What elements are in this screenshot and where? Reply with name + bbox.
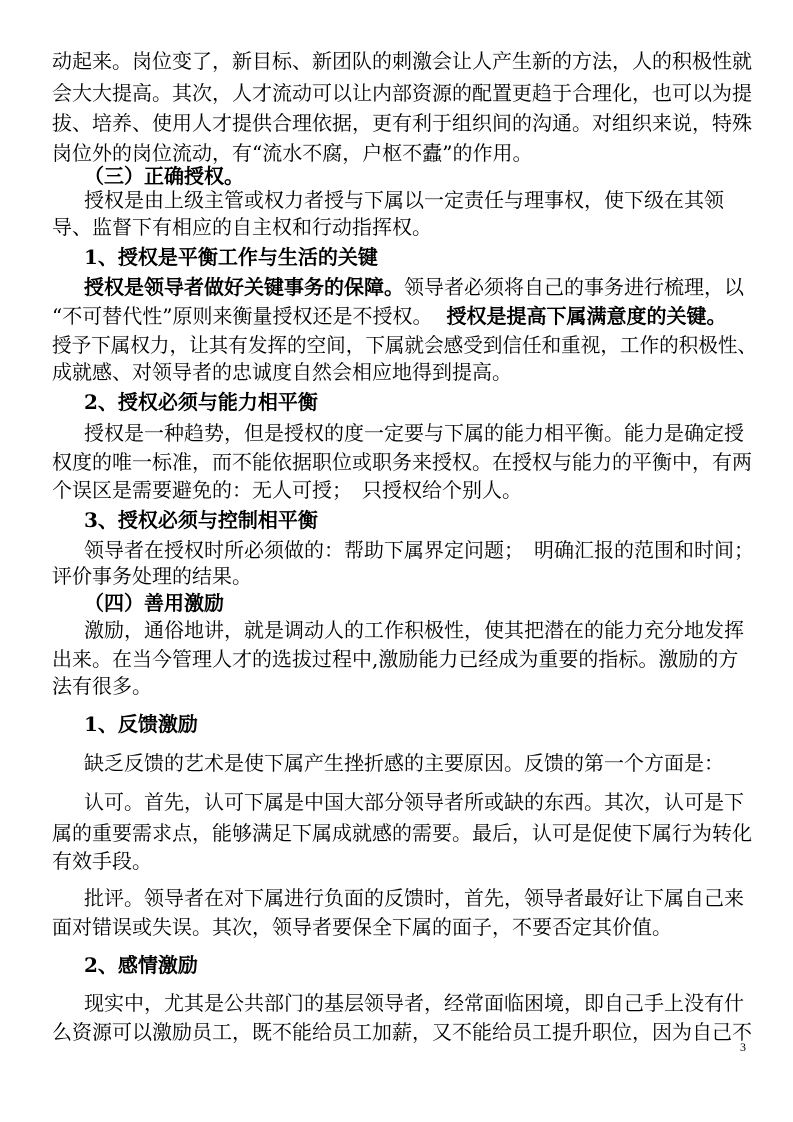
body-text-line: 授权是由上级主管或权力者授与下属以一定责任与理事权，使下级在其领: [84, 188, 724, 212]
body-text-line: 出来。在当今管理人才的选拔过程中,激励能力已经成为重要的指标。激励的方: [52, 647, 739, 671]
subsection-heading: 1、反馈激励: [84, 712, 198, 736]
inline-text: “不可替代性”原则来衡量授权还是不授权。: [52, 304, 433, 328]
body-text-line: 面对错误或失误。其次，领导者要保全下属的面子，不要否定其价值。: [52, 915, 672, 939]
body-text-line: 缺乏反馈的艺术是使下属产生挫折感的主要原因。反馈的第一个方面是：: [84, 751, 724, 775]
body-text-line: 法有很多。: [52, 674, 152, 698]
body-text-line: 激励，通俗地讲，就是调动人的工作积极性，使其把潜在的能力充分地发挥: [84, 618, 744, 642]
body-text-line: 动起来。岗位变了，新目标、新团队的刺激会让人产生新的方法，人的积极性就: [52, 49, 752, 73]
subsection-heading: 2、感情激励: [84, 953, 198, 977]
body-text-line: 成就感、对领导者的忠诚度自然会相应地得到提高。: [52, 360, 512, 384]
body-text-line: 拔、培养、使用人才提供合理依据，更有利于组织间的沟通。对组织来说，特殊: [52, 111, 752, 135]
body-text-line: 权度的唯一标准，而不能依据职位或职务来授权。在授权与能力的平衡中，有两: [52, 450, 752, 474]
body-text-line: 个误区是需要避免的：无人可授； 只授权给个别人。: [52, 478, 522, 502]
body-text-line: 属的重要需求点，能够满足下属成就感的需要。最后，认可是促使下属行为转化: [52, 821, 752, 845]
subsection-heading: 2、授权必须与能力相平衡: [84, 390, 318, 414]
body-text-line: 有效手段。: [52, 849, 152, 873]
body-text-line: 导、监督下有相应的自主权和行动指挥权。: [52, 215, 432, 239]
body-text-line: 授权是一种趋势，但是授权的度一定要与下属的能力相平衡。能力是确定授: [84, 421, 744, 445]
section-heading: （三）正确授权。: [84, 164, 244, 188]
body-text-line: 么资源可以激励员工，既不能给员工加薪，又不能给员工提升职位，因为自己不: [52, 1020, 752, 1044]
body-text-line: [84, 274, 744, 300]
body-text-line: 授予下属权力，让其有发挥的空间，下属就会感受到信任和重视，工作的积极性、: [52, 333, 757, 357]
inline-text: 领导者必须将自己的事务进行梳理，以: [404, 275, 744, 299]
body-text-line: 评价事务处理的结果。: [52, 564, 252, 588]
body-text-line: [52, 303, 726, 329]
body-text-line: 会大大提高。其次，人才流动可以让内部资源的配置更趋于合理化，也可以为提: [52, 81, 752, 105]
body-text-line: 领导者在授权时所必须做的：帮助下属界定问题； 明确汇报的范围和时间；: [84, 538, 754, 562]
subsection-heading: 3、授权必须与控制相平衡: [84, 508, 318, 532]
body-text-line: 批评。领导者在对下属进行负面的反馈时，首先，领导者最好让下属自己来: [84, 886, 744, 910]
section-heading: （四）善用激励: [84, 591, 224, 615]
bold-phrase: 授权是提高下属满意度的关键。: [446, 304, 727, 328]
page-number: 3: [740, 1040, 746, 1054]
bold-phrase: 授权是领导者做好关键事务的保障。: [84, 275, 404, 299]
body-text-line: 现实中，尤其是公共部门的基层领导者，经常面临困境，即自己手上没有什: [84, 991, 744, 1015]
body-text-line: 岗位外的岗位流动，有“流水不腐，户枢不蠹”的作用。: [52, 141, 533, 165]
subsection-heading: 1、授权是平衡工作与生活的关键: [84, 245, 378, 269]
body-text-line: 认可。首先，认可下属是中国大部分领导者所或缺的东西。其次，认可是下: [84, 790, 744, 814]
